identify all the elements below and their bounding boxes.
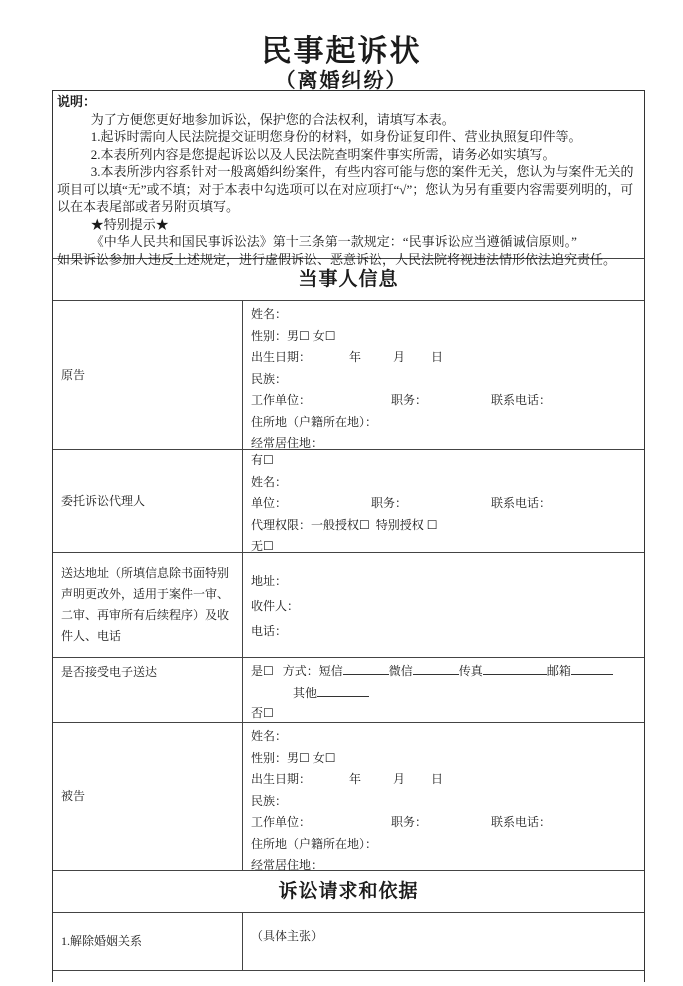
service-address-field[interactable]: 地址： [251,574,288,588]
day-label: 日 [431,350,444,364]
month-label: 月 [393,350,406,364]
service-phone-field[interactable]: 电话： [251,624,288,638]
agent-authority-field[interactable] [251,515,636,537]
plaintiff-domicile-field[interactable]: 住所地（户籍所在地）： [251,414,378,429]
sms-field[interactable] [343,660,389,675]
plaintiff-ethnicity-field[interactable]: 民族： [251,371,288,386]
instruction-line: 1.起诉时需向人民法院提交证明您身份的材料，如身份证复印件、营业执照复印件等。 [90,129,582,144]
instructions-heading: 说明： [57,94,97,109]
phone-label: 联系电话： [491,496,552,510]
complaint-form-table [52,90,645,982]
other-field[interactable] [317,682,369,697]
defendant-residence-field[interactable]: 经常居住地： [251,858,324,872]
unit-label: 单位： [251,496,288,510]
wechat-label: 微信 [388,664,413,678]
document-title: 民事起诉状 [261,35,422,68]
claim-divorce-label: 1.解除婚姻关系 [53,913,243,970]
year-label: 年 [349,772,362,786]
year-label: 年 [349,350,362,364]
agent-label: 委托诉讼代理人 [53,450,243,552]
special-notice: ★特别提示★ [90,216,169,232]
email-field[interactable] [571,660,613,675]
plaintiff-residence-field[interactable]: 经常居住地： [251,436,324,450]
sms-label: 方式：短信 [282,664,343,678]
instruction-line: 2.本表所列内容是您提起诉讼以及人民法院查明案件事实所需，请务必如实填写。 [90,146,556,162]
section-party-info: 当事人信息 [53,259,644,301]
position-label: 职务： [391,815,428,829]
fax-field[interactable] [483,660,547,675]
position-label: 职务： [391,393,428,407]
electronic-yes-checkbox[interactable]: 是☐ [251,664,274,678]
plaintiff-row [53,301,644,450]
instruction-line: 为了方便您更好地参加诉讼，保护您的合法权利，请填写本表。 [90,111,455,127]
instructions [53,91,644,267]
defendant-ethnicity-field[interactable]: 民族： [251,793,288,808]
agent-no-checkbox[interactable]: 无☐ [251,539,274,553]
instruction-line: 《中华人民共和国民事诉讼法》第十三条第一款规定：“民事诉讼应当遵循诚信原则。” [90,234,577,249]
special-authority-checkbox[interactable]: 特别授权 ☐ [375,517,438,532]
month-label: 月 [393,772,406,786]
defendant-gender-field[interactable]: 性别：男☐ 女☐ [251,750,336,765]
section-claims: 诉讼请求和依据 [53,871,644,913]
wechat-field[interactable] [413,660,459,675]
work-label: 工作单位： [251,393,312,407]
electronic-no-checkbox[interactable]: 否☐ [251,706,274,720]
position-label: 职务： [371,496,408,510]
instruction-line: 3.本表所涉内容系针对一般离婚纠纷案件，有些内容可能与您的案件无关，您认为与案件无关的项目可以填“无”或不填；对于本表中勾选项可以在对应项打“√”；您认为另有重要内容需要列明的，可以在本表尾部或者另附页填写。 [57,164,634,214]
agent-name-field[interactable]: 姓名： [251,474,288,489]
electronic-service-label: 是否接受电子送达 [53,658,243,722]
defendant-row [53,723,644,871]
defendant-domicile-field[interactable]: 住所地（户籍所在地）： [251,836,378,851]
plaintiff-gender-field[interactable]: 性别：男☐ 女☐ [251,328,336,343]
defendant-label: 被告 [53,723,243,870]
day-label: 日 [431,772,444,786]
work-label: 工作单位： [251,815,312,829]
birth-label: 出生日期： [251,772,312,786]
service-address-row [53,553,644,658]
plaintiff-name-field[interactable]: 姓名： [251,307,288,321]
email-label: 邮箱 [546,664,571,678]
instruction-line: 如果诉讼参加人违反上述规定，进行虚假诉讼、恶意诉讼，人民法院将视违法情形依法追究责任。 [57,251,617,267]
agent-row [53,450,644,553]
agent-unit-field[interactable] [251,493,636,515]
defendant-birth-field[interactable] [251,769,636,791]
other-label: 其他 [293,685,318,700]
defendant-name-field[interactable]: 姓名： [251,729,288,743]
birth-label: 出生日期： [251,350,312,364]
plaintiff-work-field[interactable] [251,390,636,412]
plaintiff-label: 原告 [53,301,243,449]
service-recipient-field[interactable]: 收件人： [251,599,300,613]
electronic-service-row [53,658,644,723]
fax-label: 传真 [458,664,483,678]
general-authority-checkbox[interactable]: 代理权限：一般授权☐ [251,517,370,532]
phone-label: 联系电话： [491,393,552,407]
claim-divorce-field[interactable]: （具体主张） [251,929,324,943]
document-subtitle: （离婚纠纷） [275,70,408,92]
defendant-work-field[interactable] [251,812,636,834]
agent-yes-checkbox[interactable]: 有☐ [251,453,274,467]
claim-divorce-row [53,913,644,971]
phone-label: 联系电话： [491,815,552,829]
plaintiff-birth-field[interactable] [251,347,636,369]
service-address-label: 送达地址（所填信息除书面特别声明更改外，适用于案件一审、二审、再审所有后续程序）及收件人、电话 [53,553,243,657]
